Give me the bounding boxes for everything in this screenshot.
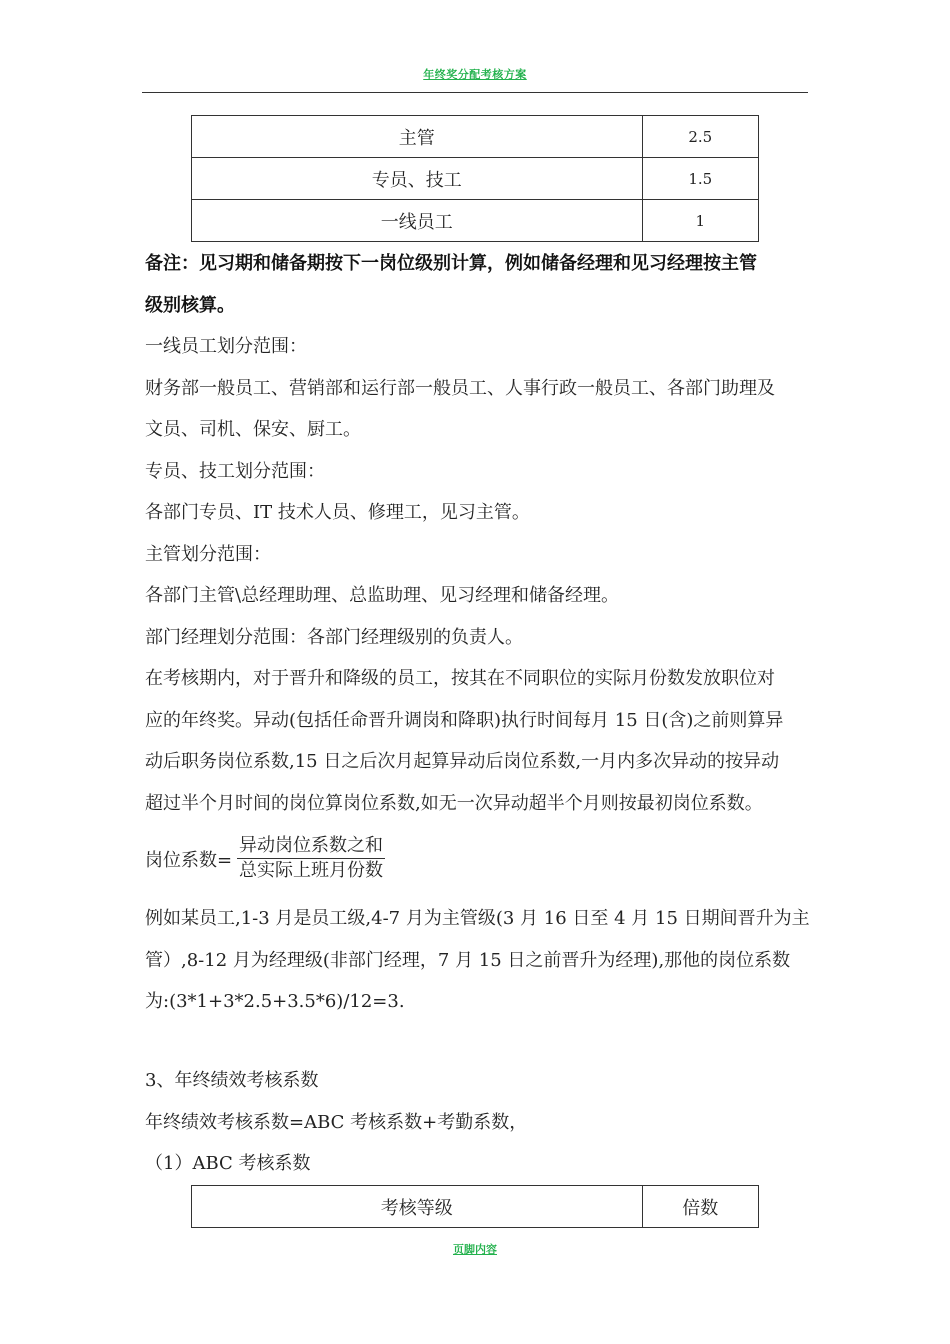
section-heading: 3、年终绩效考核系数 <box>145 1070 319 1091</box>
table-header-row <box>192 1186 759 1228</box>
table-row <box>192 158 759 200</box>
formula-denominator: 总实际上班月份数 <box>239 860 383 881</box>
paragraph: 超过半个月时间的岗位算岗位系数,如无一次异动超半个月则按最初岗位系数。 <box>145 793 763 814</box>
paragraph: 主管划分范围： <box>145 544 271 565</box>
table-cell-coefficient: 1 <box>642 200 758 242</box>
formula-numerator: 异动岗位系数之和 <box>237 834 385 859</box>
paragraph: 应的年终奖。异动(包括任命晋升调岗和降职)执行时间每月 15 日(含)之前则算异 <box>145 710 784 731</box>
header-divider <box>142 92 808 93</box>
paragraph: 例如某员工,1-3 月是员工级,4-7 月为主管级(3 月 16 日至 4 月 15 日期间晋升为主 <box>145 908 810 929</box>
paragraph: 专员、技工划分范围： <box>145 461 325 482</box>
paragraph: 年终绩效考核系数=ABC 考核系数+考勤系数， <box>145 1112 528 1133</box>
paragraph: 为:(3*1+3*2.5+3.5*6)/12=3. <box>145 991 405 1012</box>
table-cell-position: 一线员工 <box>192 200 643 242</box>
note-line: 级别核算。 <box>145 295 235 316</box>
paragraph: 财务部一般员工、营销部和运行部一般员工、人事行政一般员工、各部门助理及 <box>145 378 775 399</box>
sub-heading: （1）ABC 考核系数 <box>145 1153 311 1174</box>
position-coefficient-table <box>191 115 759 242</box>
page-footer: 页脚内容 <box>453 1243 497 1256</box>
table-cell-position: 主管 <box>192 116 643 158</box>
paragraph: 一线员工划分范围： <box>145 336 307 357</box>
formula-fraction <box>237 834 385 883</box>
formula-lhs: 岗位系数= <box>145 850 233 871</box>
paragraph: 文员、司机、保安、厨工。 <box>145 419 361 440</box>
note-line: 备注：见习期和储备期按下一岗位级别计算，例如储备经理和见习经理按主管 <box>145 253 757 274</box>
page-header-title: 年终奖分配考核方案 <box>423 68 527 81</box>
table-cell-position: 专员、技工 <box>192 158 643 200</box>
table-header-multiplier: 倍数 <box>642 1186 758 1228</box>
table-cell-coefficient: 1.5 <box>642 158 758 200</box>
paragraph: 各部门专员、IT 技术人员、修理工，见习主管。 <box>145 502 530 523</box>
paragraph: 部门经理划分范围：各部门经理级别的负责人。 <box>145 627 523 648</box>
table-row <box>192 200 759 242</box>
abc-coefficient-table <box>191 1185 759 1228</box>
paragraph: 在考核期内，对于晋升和降级的员工，按其在不同职位的实际月份数发放职位对 <box>145 668 775 689</box>
paragraph: 动后职务岗位系数,15 日之后次月起算异动后岗位系数,一月内多次异动的按异动 <box>145 751 780 772</box>
table-cell-coefficient: 2.5 <box>642 116 758 158</box>
paragraph: 管）,8-12 月为经理级(非部门经理，7 月 15 日之前晋升为经理),那他的岗位系数 <box>145 950 791 971</box>
paragraph: 各部门主管\总经理助理、总监助理、见习经理和储备经理。 <box>145 585 620 606</box>
table-row <box>192 116 759 158</box>
table-header-grade: 考核等级 <box>192 1186 643 1228</box>
